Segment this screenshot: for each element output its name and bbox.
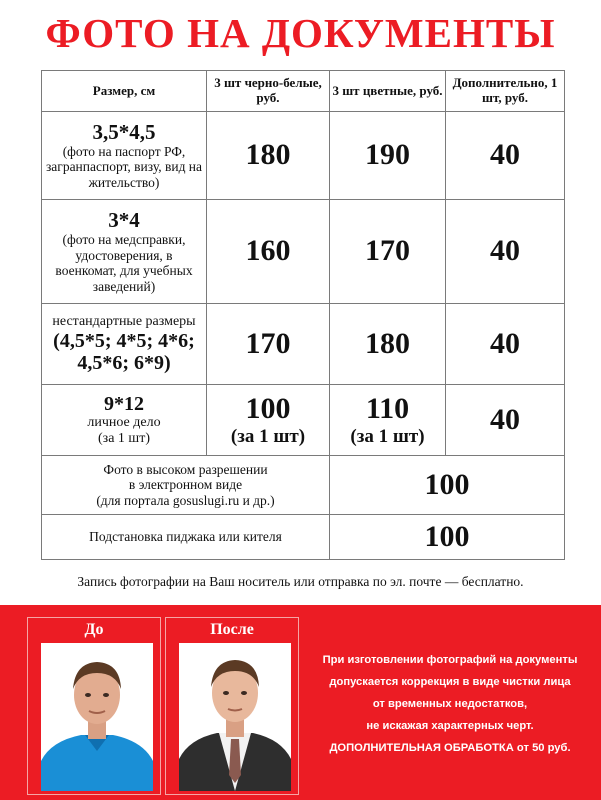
- table-header-row: [42, 71, 565, 112]
- hires-line2: в электронном виде: [128, 477, 243, 493]
- promo-line: не искажая характерных черт.: [366, 720, 534, 732]
- price-color: 180: [330, 304, 446, 385]
- tie: [229, 739, 241, 783]
- price-color: 190: [330, 112, 446, 200]
- table-row: [42, 200, 565, 304]
- price-extra: 40: [446, 385, 565, 456]
- after-photo: [179, 643, 291, 791]
- table-row: [42, 385, 565, 456]
- free-delivery-note: Запись фотографии на Ваш носитель или отправка по эл. почте — бесплатно.: [77, 574, 524, 589]
- hires-line3: (для портала gosuslugi.ru и др.): [96, 492, 275, 508]
- price-bw: 180: [207, 112, 330, 200]
- price-bw-unit: (за 1 шт): [230, 426, 306, 448]
- header-extra: Дополнительно, 1 шт, руб.: [446, 71, 565, 112]
- before-panel: [27, 617, 161, 795]
- size-prefix: нестандартные размеры: [52, 313, 196, 329]
- size-note: личное дело: [87, 414, 161, 430]
- price-bw: 170: [207, 304, 330, 385]
- after-label: После: [210, 621, 254, 638]
- after-panel: [165, 617, 299, 795]
- size-value: 3*4: [108, 207, 140, 232]
- retouch-description: [305, 649, 595, 759]
- table-row-hires: [42, 456, 565, 515]
- before-photo: [41, 643, 153, 791]
- size-value: (4,5*5; 4*5; 4*6; 4,5*6; 6*9): [53, 330, 195, 375]
- portrait-before-image: [41, 643, 153, 791]
- size-value: 3,5*4,5: [92, 119, 156, 144]
- size-value: 9*12: [104, 392, 144, 415]
- promo-line: ДОПОЛНИТЕЛЬНАЯ ОБРАБОТКА от 50 руб.: [329, 742, 571, 754]
- price-color: 170: [330, 200, 446, 304]
- price-extra: 40: [446, 304, 565, 385]
- table-row: [42, 112, 565, 200]
- table-row: [42, 304, 565, 385]
- size-note-qty: (за 1 шт): [98, 431, 150, 446]
- page-title: ФОТО НА ДОКУМЕНТЫ: [45, 10, 556, 56]
- hires-price: 100: [330, 456, 565, 515]
- size-note: (фото на медсправки, удостоверения, в военкомат, для учебных заведений): [55, 232, 193, 294]
- promo-line: При изготовлении фотографий на документы: [322, 654, 578, 666]
- price-table: [41, 70, 565, 560]
- promo-line: допускается коррекция в виде чистки лица: [329, 676, 571, 688]
- promo-line: от временных недостатков,: [372, 698, 528, 710]
- header-size: Размер, см: [42, 71, 207, 112]
- price-color-unit: (за 1 шт): [350, 426, 425, 448]
- price-bw: 100: [245, 391, 291, 425]
- header-color: 3 шт цветные, руб.: [330, 71, 446, 112]
- hires-line1: Фото в высоком разрешении: [103, 461, 268, 477]
- price-color: 110: [365, 391, 410, 425]
- price-extra: 40: [446, 112, 565, 200]
- before-label: До: [84, 621, 104, 638]
- jacket-label: Подстановка пиджака или кителя: [42, 515, 330, 560]
- header-bw: 3 шт черно-белые, руб.: [207, 71, 330, 112]
- jacket-price: 100: [330, 515, 565, 560]
- portrait-after-image: [179, 643, 291, 791]
- price-extra: 40: [446, 200, 565, 304]
- retouch-promo-banner: [0, 605, 601, 800]
- price-bw: 160: [207, 200, 330, 304]
- size-note: (фото на паспорт РФ, загранпаспорт, визу, вид на жительство): [45, 143, 203, 190]
- table-row-jacket: [42, 515, 565, 560]
